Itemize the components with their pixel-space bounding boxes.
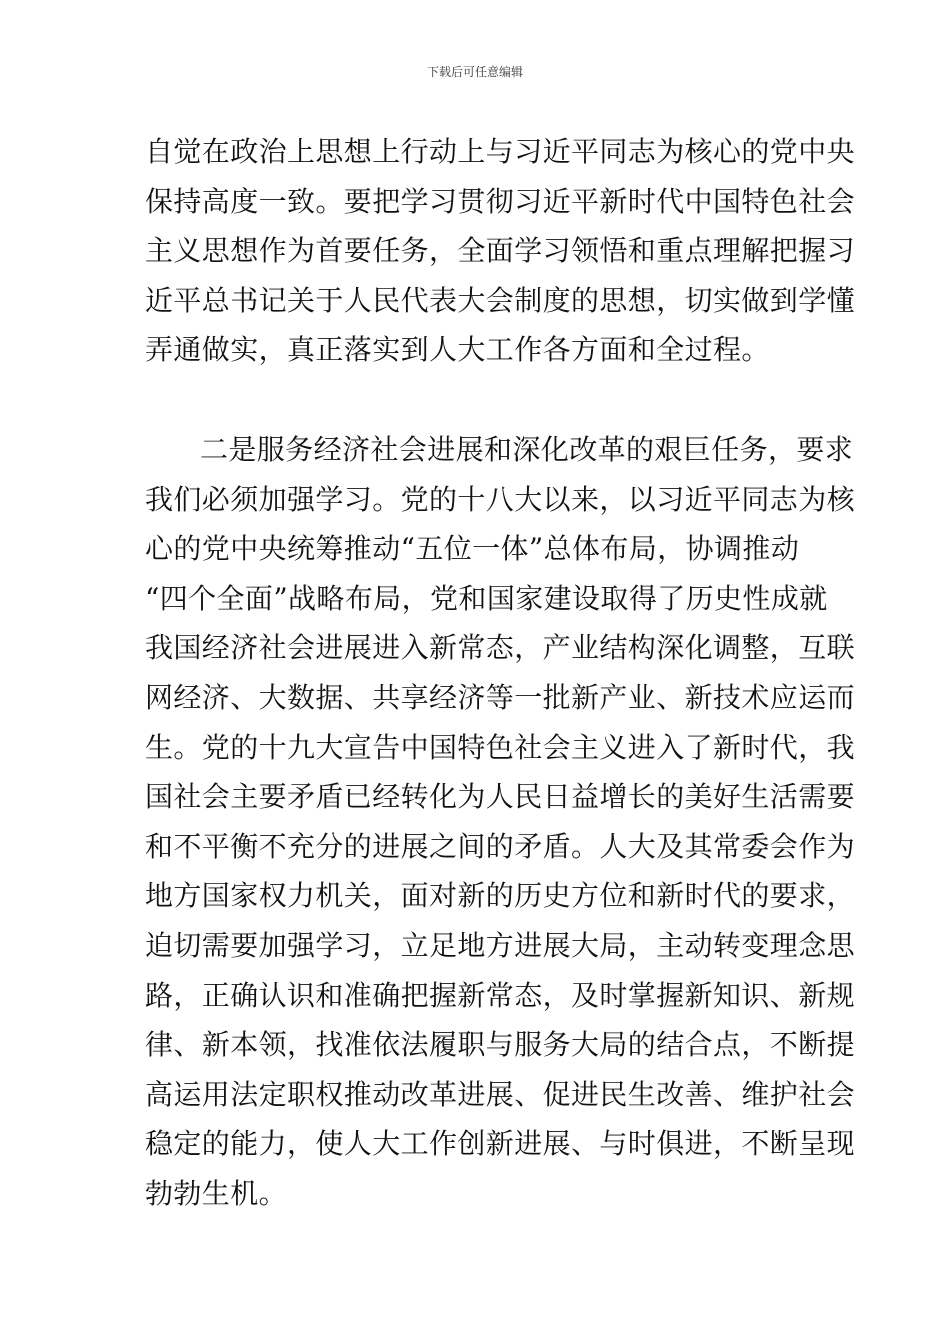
paragraph-2 [145, 425, 856, 1219]
text-line: 保持高度一致。要把学习贯彻习近平新时代中国特色社会 [145, 184, 856, 218]
text-line: 我们必须加强学习。党的十八大以来，以习近平同志为核 [145, 482, 856, 516]
text-line: 我国经济社会进展进入新常态，产业结构深化调整，互联 [145, 631, 856, 665]
text-line: 勃勃生机。 [145, 1176, 288, 1210]
text-line: 律、新本领，找准依法履职与服务大局的结合点，不断提 [145, 1028, 856, 1062]
text-line: 和不平衡不充分的进展之间的矛盾。人大及其常委会作为 [145, 829, 856, 863]
text-line: 网经济、大数据、共享经济等一批新产业、新技术应运而 [145, 680, 856, 714]
text-line: 主义思想作为首要任务，全面学习领悟和重点理解把握习 [145, 234, 856, 268]
text-line: 迫切需要加强学习，立足地方进展大局，主动转变理念思 [145, 928, 856, 962]
text-line: 高运用法定职权推动改革进展、促进民生改善、维护社会 [145, 1077, 856, 1111]
text-line: 弄通做实，真正落实到人大工作各方面和全过程。 [145, 333, 770, 367]
text-line: 路，正确认识和准确把握新常态，及时掌握新知识、新规 [145, 978, 856, 1012]
text-line: 二是服务经济社会进展和深化改革的艰巨任务，要求 [200, 433, 854, 466]
text-line: 心的党中央统筹推动“五位一体”总体布局，协调推动 [145, 532, 800, 566]
text-line: 国社会主要矛盾已经转化为人民日益增长的美好生活需要 [145, 780, 856, 814]
paragraph-1 [145, 127, 856, 375]
text-line: 稳定的能力，使人大工作创新进展、与时俱进，不断呈现 [145, 1127, 856, 1161]
text-line: “四个全面”战略布局，党和国家建设取得了历史性成就 [145, 581, 828, 615]
text-line: 自觉在政治上思想上行动上与习近平同志为核心的党中央 [145, 135, 856, 168]
text-line: 地方国家权力机关，面对新的历史方位和新时代的要求， [145, 879, 856, 913]
text-line: 生。党的十九大宣告中国特色社会主义进入了新时代，我 [145, 730, 856, 764]
page-header: 下载后可任意编辑 [426, 65, 523, 79]
text-line: 近平总书记关于人民代表大会制度的思想，切实做到学懂 [145, 283, 856, 317]
